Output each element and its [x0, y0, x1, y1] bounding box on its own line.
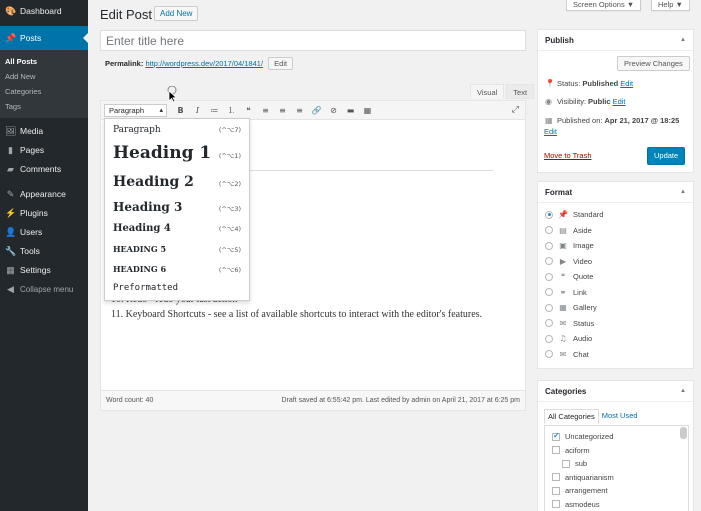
- option-shortcut: (^⌥2): [218, 180, 241, 188]
- category-item[interactable]: [552, 486, 608, 495]
- format-option-heading-6[interactable]: [113, 264, 241, 274]
- calendar-icon: ▦: [545, 116, 553, 125]
- format-option-paragraph[interactable]: [113, 125, 241, 135]
- category-item[interactable]: [562, 459, 587, 468]
- format-option-heading-1[interactable]: [113, 143, 241, 163]
- sidebar-item-label: Comments: [20, 164, 62, 174]
- eye-icon: ◉: [545, 97, 552, 106]
- radio-button[interactable]: [545, 319, 553, 327]
- format-option-heading-5[interactable]: [113, 244, 241, 254]
- editor-status-bar: [101, 390, 525, 410]
- option-shortcut: (^⌥5): [218, 246, 241, 254]
- checkbox[interactable]: [552, 500, 560, 508]
- radio-button[interactable]: [545, 211, 553, 219]
- permalink-url[interactable]: http://wordpress.dev/2017/04/1841/: [145, 59, 264, 68]
- edit-visibility-link[interactable]: Edit: [612, 97, 626, 106]
- collapse-arrow-icon[interactable]: ▲: [680, 189, 686, 195]
- gallery-icon: ▦: [559, 303, 567, 312]
- draft-status: Draft saved at 6:55:42 pm. Last edited by admin on April 21, 2017 at 6:25 pm: [281, 397, 520, 404]
- format-radio-audio[interactable]: [545, 334, 592, 343]
- format-option-heading-3[interactable]: [113, 200, 241, 214]
- link-icon[interactable]: 🔗: [311, 105, 322, 115]
- format-radio-aside[interactable]: [545, 226, 592, 235]
- edit-status-link[interactable]: Edit: [620, 79, 634, 88]
- preview-changes-button[interactable]: Preview Changes: [617, 56, 690, 71]
- video-icon: ▶: [559, 256, 567, 266]
- audio-icon: ♫: [559, 334, 567, 343]
- format-option-preformatted[interactable]: [113, 283, 241, 293]
- format-box: [537, 181, 694, 369]
- radio-button[interactable]: [545, 257, 553, 265]
- category-label: arrangement: [565, 486, 608, 495]
- posts-submenu: [0, 50, 88, 118]
- published-label: Published on:: [557, 116, 603, 125]
- tab-text[interactable]: Text: [506, 84, 534, 99]
- pin-icon: 📍: [545, 79, 555, 88]
- categories-box: [537, 380, 694, 511]
- collapse-icon: ◀: [7, 283, 14, 294]
- category-tabs: [544, 409, 641, 424]
- link-icon: ⚭: [559, 287, 567, 297]
- radio-button[interactable]: [545, 335, 553, 343]
- category-label: aciform: [565, 445, 590, 455]
- align-center-icon[interactable]: ≡: [279, 105, 286, 115]
- submenu-categories[interactable]: Categories: [5, 87, 42, 96]
- bold-button[interactable]: B: [177, 105, 184, 115]
- sidebar-item-label: Users: [20, 227, 43, 237]
- sidebar-item-label: Pages: [20, 145, 45, 155]
- quote-icon: ❝: [560, 272, 566, 281]
- permalink-label: Permalink:: [105, 59, 144, 68]
- format-radio-chat[interactable]: [545, 350, 589, 359]
- checkbox[interactable]: [552, 487, 560, 495]
- publish-box-header[interactable]: [538, 30, 693, 51]
- admin-sidebar: [0, 0, 88, 511]
- permalink: [105, 57, 293, 70]
- option-label: HEADING 5: [113, 244, 167, 254]
- option-label: Paragraph: [113, 125, 161, 135]
- status-value: Published: [582, 79, 619, 88]
- scrollbar-thumb[interactable]: [680, 427, 687, 439]
- category-item[interactable]: [552, 432, 613, 441]
- permalink-edit-button[interactable]: Edit: [268, 57, 293, 70]
- post-status: [545, 79, 633, 88]
- radio-button[interactable]: [545, 350, 553, 358]
- collapse-arrow-icon[interactable]: ▲: [680, 37, 686, 43]
- editor-tabs: [468, 84, 534, 99]
- plugin-icon: ⚡: [5, 207, 17, 218]
- format-option-heading-4[interactable]: [113, 223, 241, 234]
- post-visibility: [545, 97, 626, 106]
- category-item[interactable]: [552, 446, 590, 455]
- tab-most-used[interactable]: Most Used: [601, 411, 638, 420]
- category-label: antiquarianism: [565, 472, 614, 482]
- format-label: Aside: [573, 225, 592, 235]
- format-dropdown-menu: [104, 118, 250, 301]
- user-icon: 👤: [5, 226, 17, 237]
- sidebar-item-settings[interactable]: [0, 261, 88, 279]
- radio-button[interactable]: [545, 273, 553, 281]
- sidebar-item-label: Settings: [20, 265, 51, 275]
- wrench-icon: 🔧: [5, 245, 17, 256]
- radio-button[interactable]: [545, 288, 553, 296]
- status-label: Status:: [557, 79, 581, 88]
- submenu-tags[interactable]: Tags: [5, 102, 21, 111]
- sidebar-item-comments[interactable]: [0, 160, 88, 178]
- dashboard-icon: 🎨: [5, 5, 17, 16]
- submenu-all-posts[interactable]: All Posts: [5, 57, 38, 66]
- post-title-input[interactable]: Enter title here: [100, 30, 526, 51]
- format-label: Gallery: [573, 303, 597, 312]
- radio-button[interactable]: [545, 226, 553, 234]
- settings-icon: ▦: [6, 264, 15, 275]
- format-radio-gallery[interactable]: [545, 303, 597, 312]
- comments-icon: ▰: [7, 163, 14, 174]
- format-radio-quote[interactable]: [545, 272, 593, 281]
- fullscreen-icon[interactable]: ⤢: [511, 105, 519, 115]
- sidebar-item-label: Appearance: [20, 189, 66, 199]
- format-label: Image: [573, 241, 594, 250]
- chat-icon: ✉: [559, 349, 567, 359]
- box-title: Publish: [545, 35, 574, 45]
- edit-date-link[interactable]: Edit: [544, 127, 557, 136]
- format-box-header[interactable]: [538, 182, 693, 203]
- status-icon: ✉: [559, 318, 567, 328]
- option-label: Preformatted: [113, 283, 179, 293]
- align-left-icon[interactable]: ≡: [262, 105, 269, 115]
- published-edit: [544, 127, 557, 136]
- published-date: [545, 116, 681, 125]
- screen-options-button[interactable]: Screen Options ▼: [566, 0, 641, 11]
- format-radio-link[interactable]: [545, 288, 587, 297]
- format-radio-video[interactable]: [545, 257, 592, 266]
- option-label: Heading 4: [113, 223, 171, 234]
- checkbox[interactable]: [552, 433, 560, 441]
- checkbox[interactable]: [562, 460, 570, 468]
- sidebar-item-media[interactable]: [0, 122, 88, 140]
- sidebar-item-label: Dashboard: [20, 6, 62, 16]
- tab-all-categories[interactable]: All Categories: [544, 409, 599, 424]
- format-label: Chat: [573, 349, 589, 359]
- aside-icon: ▤: [559, 225, 567, 235]
- category-label: sub: [575, 459, 588, 468]
- page-title: Edit Post: [100, 7, 153, 22]
- add-new-button[interactable]: Add New: [154, 6, 198, 21]
- numbered-list-icon[interactable]: ⒈: [227, 105, 236, 115]
- checkbox[interactable]: [552, 473, 560, 481]
- word-count: Word count: 40: [106, 397, 154, 404]
- checkbox[interactable]: [552, 446, 560, 454]
- publish-box: [537, 29, 694, 173]
- category-item[interactable]: [552, 500, 600, 509]
- sidebar-item-label: Posts: [20, 33, 42, 43]
- sidebar-item-posts[interactable]: [0, 26, 88, 50]
- collapse-arrow-icon[interactable]: ▲: [680, 388, 686, 394]
- published-value: Apr 21, 2017 @ 18:25: [604, 116, 680, 125]
- sidebar-item-label: Plugins: [20, 208, 48, 218]
- brush-icon: ✎: [6, 188, 15, 199]
- bulleted-list-icon[interactable]: ≔: [210, 105, 219, 115]
- sidebar-item-tools[interactable]: [0, 242, 88, 260]
- format-radio-standard[interactable]: [545, 210, 603, 219]
- sidebar-item-label: Tools: [20, 246, 40, 256]
- sidebar-item-dashboard[interactable]: [0, 2, 88, 20]
- format-label: Quote: [573, 272, 594, 281]
- sidebar-item-plugins[interactable]: [0, 204, 88, 222]
- toolbar-toggle-icon[interactable]: ▦: [363, 105, 372, 115]
- align-right-icon[interactable]: ≡: [296, 105, 303, 115]
- category-item[interactable]: [552, 473, 614, 482]
- mouse-cursor-icon: [166, 86, 178, 102]
- format-radio-image[interactable]: [545, 241, 594, 250]
- blockquote-icon[interactable]: ❝: [246, 105, 251, 115]
- option-shortcut: (^⌥1): [218, 152, 241, 160]
- format-select[interactable]: Paragraph ▴: [104, 104, 167, 117]
- format-label: Status: [573, 318, 595, 328]
- pages-icon: ▮: [8, 144, 13, 155]
- update-button[interactable]: Update: [647, 147, 685, 165]
- radio-button[interactable]: [545, 304, 553, 312]
- box-title: Format: [545, 187, 573, 197]
- category-label: asmodeus: [565, 499, 600, 509]
- collapse-menu-button[interactable]: [0, 280, 88, 298]
- tab-visual[interactable]: Visual: [470, 84, 504, 99]
- category-checklist[interactable]: [544, 425, 689, 511]
- option-label: Heading 2: [113, 174, 194, 190]
- submenu-add-new[interactable]: Add New: [5, 72, 36, 81]
- sidebar-item-users[interactable]: [0, 223, 88, 241]
- option-label: HEADING 6: [113, 264, 167, 274]
- option-shortcut: (^⌥4): [218, 225, 241, 233]
- help-button[interactable]: Help ▼: [651, 0, 690, 11]
- format-label: Link: [573, 287, 587, 297]
- option-shortcut: (^⌥6): [218, 266, 241, 274]
- option-shortcut: (^⌥3): [218, 205, 241, 213]
- option-shortcut: (^⌥7): [218, 126, 241, 134]
- media-icon: 🖼: [5, 125, 17, 136]
- format-label: Video: [573, 256, 593, 266]
- sidebar-item-appearance[interactable]: [0, 185, 88, 203]
- visibility-label: Visibility:: [557, 97, 587, 106]
- option-label: Heading 1: [113, 143, 212, 163]
- unlink-icon[interactable]: ⊘: [330, 105, 337, 115]
- format-option-heading-2[interactable]: [113, 174, 241, 190]
- sidebar-item-label: Media: [20, 126, 44, 136]
- pin-icon: 📌: [5, 32, 17, 43]
- sidebar-item-pages[interactable]: [0, 141, 88, 159]
- box-title: Categories: [545, 386, 587, 396]
- radio-button[interactable]: [545, 242, 553, 250]
- format-label: Standard: [573, 210, 604, 219]
- sidebar-item-label: Collapse menu: [20, 284, 74, 294]
- option-label: Heading 3: [113, 200, 183, 214]
- format-radio-status[interactable]: [545, 319, 594, 328]
- italic-button[interactable]: I: [195, 105, 200, 115]
- category-label: Uncategorized: [565, 432, 614, 441]
- categories-box-header[interactable]: [538, 381, 693, 402]
- move-to-trash-link[interactable]: Move to Trash: [544, 151, 592, 160]
- read-more-icon[interactable]: ▬: [346, 105, 355, 115]
- horizontal-rule: [241, 170, 493, 171]
- image-icon: ▣: [559, 241, 567, 250]
- visibility-value: Public: [588, 97, 611, 106]
- list-item: 11. Keyboard Shortcuts - see a list of available shortcuts to interact with the editor's features.: [111, 309, 483, 320]
- format-label: Audio: [573, 334, 593, 343]
- pin-icon: 📌: [558, 210, 568, 219]
